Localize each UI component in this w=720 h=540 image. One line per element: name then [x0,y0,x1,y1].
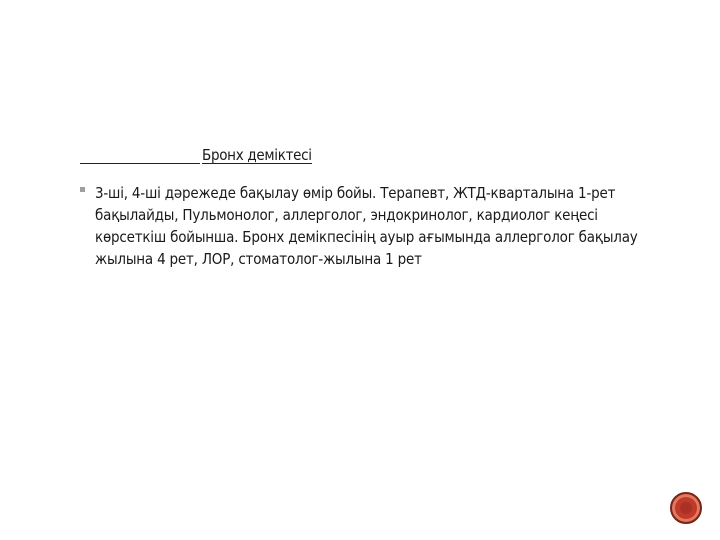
bullet-line: бақылайды, Пульмонолог, аллерголог, эндокринолог, кардиолог кеңесі [95,206,598,224]
title-rule [80,163,200,164]
bullet-text [95,182,720,270]
bullet-line: көрсеткіш бойынша. Бронх демікпесінің ауыр ағымында аллерголог бақылау [95,228,638,246]
slide-emblem-icon [670,492,702,524]
bullet-line: жылына 4 рет, ЛОР, стоматолог-жылына 1 рет [95,250,422,268]
bullet-line: 3-ші, 4-ші дәрежеде бақылау өмір бойы. Терапевт, ЖТД-кварталына 1-рет [95,184,616,202]
emblem-center [680,502,692,514]
square-bullet-icon [80,187,85,192]
slide-title: Бронх деміктесі [202,146,312,164]
